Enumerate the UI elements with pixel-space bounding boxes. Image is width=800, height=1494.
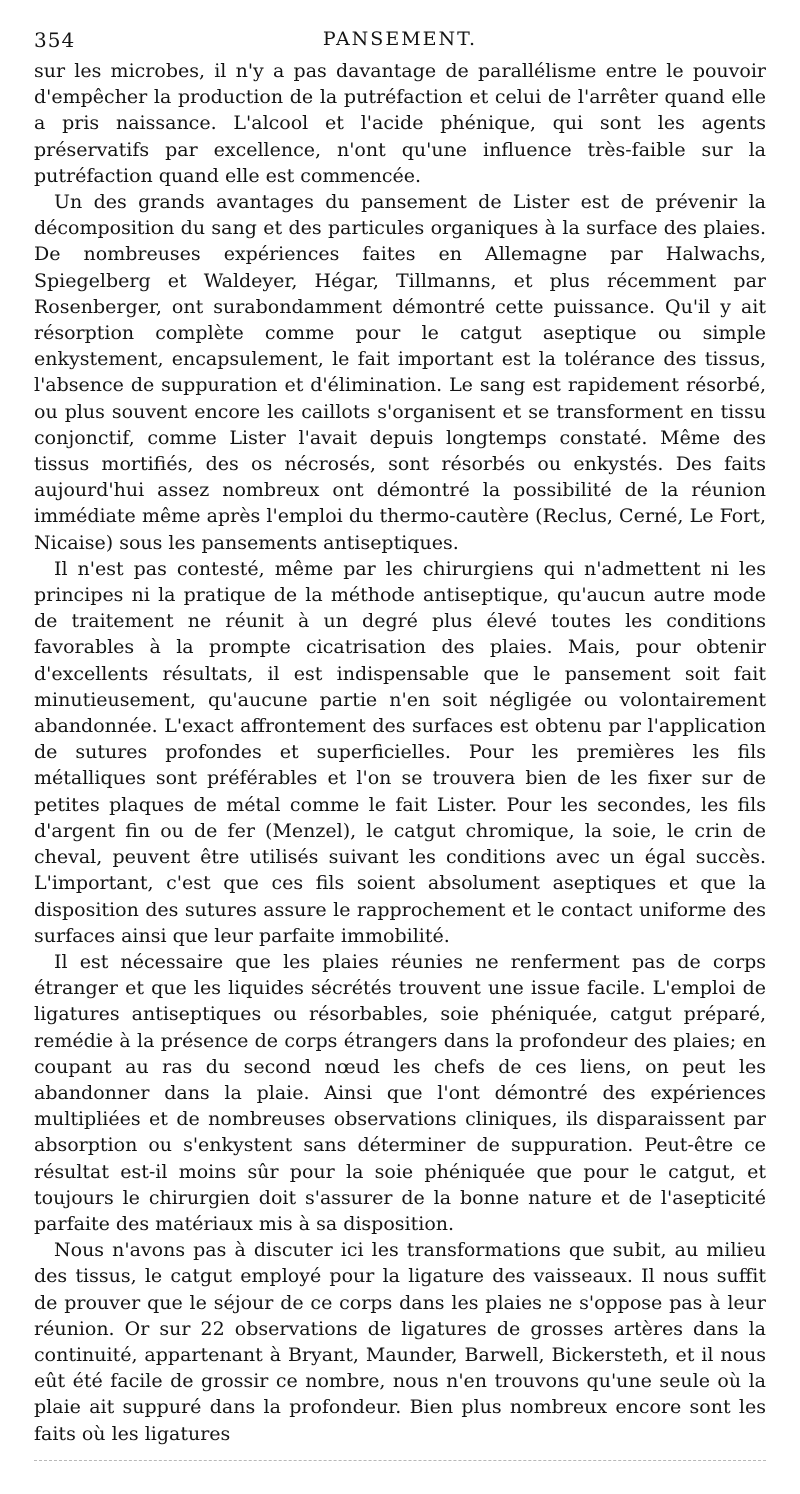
paragraph-lister-advantages: Un des grands avantages du pansement de Lister est de prévenir la décomposition du sang et des particules organiques à la surface des plaies. De nombreuses expériences faites en Allemagne par Halwachs, Spiegelberg et Waldeyer, Hégar, Tillmanns, et plus récemment par Rosenberger, ont surabondamment démontré cette puissance. Qu'il y ait résorption complète comme pour le catgut aseptique ou simple enkystement, encapsulement, le fait important est la tolérance des tissus, l'absence de suppuration et d'élimination. Le sang est rapidement résorbé, ou plus souvent encore les caillots s'organisent et se transforment en tissu conjonctif, comme Lister l'avait depuis longtemps constaté. Même des tissus mortifiés, des os nécrosés, sont résorbés ou enkystés. Des faits aujourd'hui assez nombreux ont démontré la possibilité de la réunion immédiate même après l'emploi du thermo-cautère (Reclus, Cerné, Le Fort, Nicaise) sous les pansements antiseptiques. — [34, 191, 766, 554]
paragraph-catgut-ligatures: Nous n'avons pas à discuter ici les transformations que subit, au milieu des tissus, le catgut employé pour la ligature des vaisseaux. Il nous suffit de prouver que le séjour de ce corps dans les plaies ne s'oppose pas à leur réunion. Or sur 22 observations de ligatures de grosses artères dans la continuité, appartenant à Bryant, Maunder, Barwell, Bickersteth, et il nous eût été facile de grossir ce nombre, nous n'en trouvons qu'une seule où la plaie ait suppuré dans la profondeur. Bien plus nombreux encore sont les faits où les ligatures — [34, 1239, 766, 1445]
paragraph-antiseptic-method: Il n'est pas contesté, même par les chirurgiens qui n'admettent ni les principes ni la pratique de la méthode antiseptique, qu'aucun autre mode de traitement ne réunit à un degré plus élevé toutes les conditions favorables à la prompte cicatrisation des plaies. Mais, pour obtenir d'excellents résultats, il est indispensable que le pansement soit fait minutieusement, qu'aucune partie n'en soit négligée ou volontairement abandonnée. L'exact affrontement des surfaces est obtenu par l'application de sutures profondes et superficielles. Pour les premières les fils métalliques sont préférables et l'on se trouvera bien de les fixer sur de petites plaques de métal comme le fait Lister. Pour les secondes, les fils d'argent fin ou de fer (Menzel), le catgut chromique, la soie, le crin de cheval, peuvent être utilisés suivant les conditions avec un égal succès. L'important, c'est que ces fils soient absolument aseptiques et que la disposition des sutures assure le rapprochement et le contact uniforme des surfaces ainsi que leur parfaite immobilité. — [34, 557, 766, 947]
running-head — [34, 28, 766, 56]
page-number: 354 — [34, 28, 76, 52]
body-text — [34, 58, 766, 1447]
book-page — [34, 28, 766, 1447]
running-title: PANSEMENT. — [322, 28, 478, 50]
paragraph-foreign-bodies: Il est nécessaire que les plaies réunies ne renferment pas de corps étranger et que les liquides sécrétés trouvent une issue facile. L'emploi de ligatures antiseptiques ou résorbables, soie phéniquée, catgut préparé, remédie à la présence de corps étrangers dans la profondeur des plaies; en coupant au ras du second nœud les chefs de ces liens, on peut les abandonner dans la plaie. Ainsi que l'ont démontré des expériences multipliées et de nombreuses observations cliniques, ils disparaissent par absorption ou s'enkystent sans déterminer de suppuration. Peut-être ce résultat est-il moins sûr pour la soie phéniquée que pour le catgut, et toujours le chirurgien doit s'assurer de la bonne nature et de l'asepticité parfaite des matériaux mis à sa disposition. — [34, 950, 766, 1235]
paragraph-continuation: sur les microbes, il n'y a pas davantage de parallélisme entre le pouvoir d'empêcher la production de la putréfaction et celui de l'arrêter quand elle a pris naissance. L'alcool et l'acide phénique, qui sont les agents préservatifs par excellence, n'ont qu'une influence très-faible sur la putréfaction quand elle est commencée. — [34, 60, 766, 187]
footer-rule — [34, 1460, 766, 1461]
